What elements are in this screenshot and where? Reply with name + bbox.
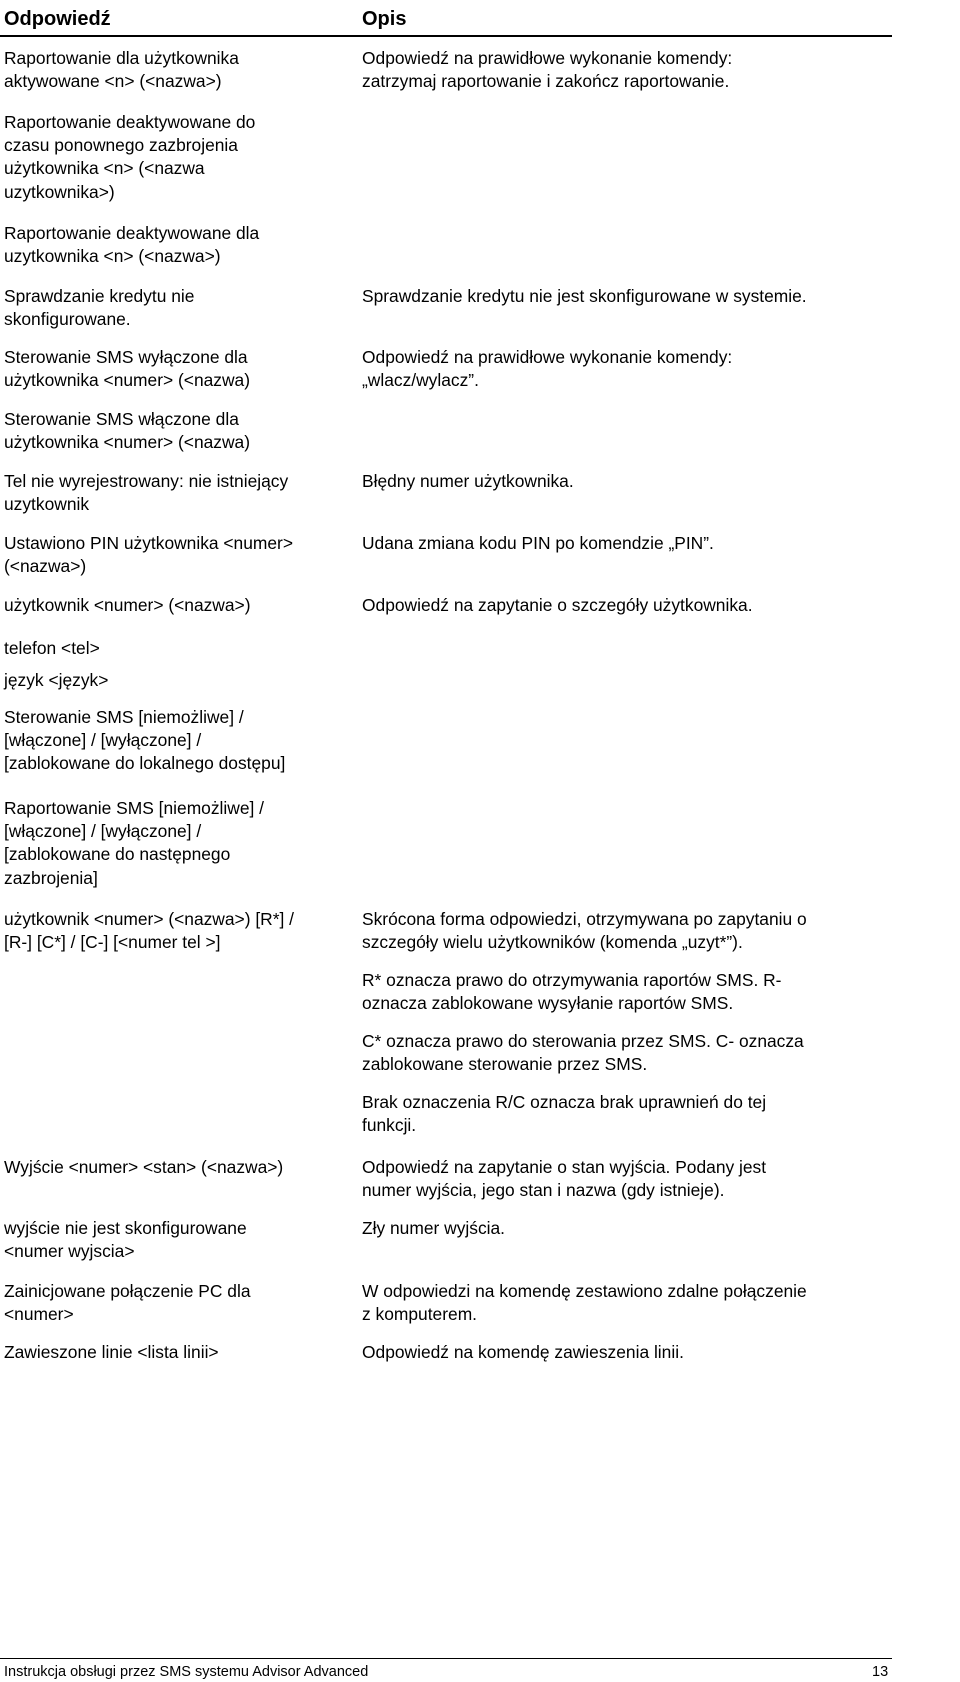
response-cell xyxy=(4,532,350,578)
description-cell xyxy=(362,969,894,1015)
description-cell xyxy=(362,1341,894,1364)
text-line: (<nazwa>) xyxy=(4,556,87,577)
text-line: Ustawiono PIN użytkownika <numer> xyxy=(4,533,294,553)
response-cell xyxy=(4,594,350,617)
text-line: czasu ponownego zazbrojenia xyxy=(4,135,238,156)
response-cell xyxy=(4,470,350,516)
text-line: użytkownika <n> (<nazwa xyxy=(4,158,205,179)
response-cell xyxy=(4,346,350,392)
text-line: [zablokowane do lokalnego dostępu] xyxy=(4,753,286,774)
response-cell xyxy=(4,111,350,204)
response-cell xyxy=(4,908,350,954)
text-line: funkcji. xyxy=(362,1115,417,1136)
text-line: Raportowanie dla użytkownika xyxy=(4,48,239,68)
column-header-response: Odpowiedź xyxy=(4,8,111,30)
text-line: Zawieszone linie <lista linii> xyxy=(4,1342,219,1362)
text-line: Odpowiedź na prawidłowe wykonanie komendy: xyxy=(362,48,733,68)
text-line: „wlacz/wylacz”. xyxy=(362,370,479,391)
text-line: Sterowanie SMS [niemożliwe] / xyxy=(4,707,244,727)
text-line: Zły numer wyjścia. xyxy=(362,1218,506,1238)
text-line: Odpowiedź na prawidłowe wykonanie komendy: xyxy=(362,347,733,367)
text-line: [włączone] / [wyłączone] / xyxy=(4,821,202,842)
text-line: użytkownika <numer> (<nazwa) xyxy=(4,370,250,391)
description-cell xyxy=(362,1030,894,1076)
text-line: Wyjście <numer> <stan> (<nazwa>) xyxy=(4,1157,284,1177)
description-cell xyxy=(362,1217,894,1240)
response-cell xyxy=(4,408,350,454)
response-cell xyxy=(4,222,350,268)
text-line: uzytkownika>) xyxy=(4,181,115,202)
footer-rule xyxy=(0,1658,892,1659)
description-cell xyxy=(362,532,894,555)
text-line: telefon <tel> xyxy=(4,638,100,658)
response-cell xyxy=(4,285,350,331)
text-line: użytkownik <numer> (<nazwa>) xyxy=(4,595,251,615)
text-line: <numer> xyxy=(4,1304,74,1325)
text-line: oznacza zablokowane wysyłanie raportów SMS. xyxy=(362,993,734,1014)
description-cell xyxy=(362,1156,894,1202)
text-line: aktywowane <n> (<nazwa>) xyxy=(4,71,222,92)
text-line: R* oznacza prawo do otrzymywania raportów SMS. R- xyxy=(362,970,782,990)
text-line: z komputerem. xyxy=(362,1304,478,1325)
text-line: Zainicjowane połączenie PC dla xyxy=(4,1281,251,1301)
text-line: <numer wyjscia> xyxy=(4,1241,135,1262)
text-line: Sterowanie SMS włączone dla xyxy=(4,409,239,429)
text-line: Sprawdzanie kredytu nie xyxy=(4,286,195,306)
text-line: uzytkownik xyxy=(4,494,90,515)
text-line: zablokowane sterowanie przez SMS. xyxy=(362,1054,648,1075)
description-cell xyxy=(362,1280,894,1326)
page-number: 13 xyxy=(872,1664,889,1680)
response-cell xyxy=(4,47,350,93)
response-cell xyxy=(4,637,350,660)
text-line: Sterowanie SMS wyłączone dla xyxy=(4,347,248,367)
text-line: Odpowiedź na zapytanie o stan wyjścia. Podany jest xyxy=(362,1157,767,1177)
text-line: Tel nie wyrejestrowany: nie istniejący xyxy=(4,471,289,491)
text-line: Odpowiedź na zapytanie o szczegóły użytkownika. xyxy=(362,595,753,615)
description-cell xyxy=(362,908,894,954)
text-line: Odpowiedź na komendę zawieszenia linii. xyxy=(362,1342,684,1362)
text-line: Raportowanie deaktywowane do xyxy=(4,112,256,132)
description-cell xyxy=(362,470,894,493)
text-line: uzytkownika <n> (<nazwa>) xyxy=(4,246,221,267)
text-line: skonfigurowane. xyxy=(4,309,131,330)
header-rule xyxy=(0,35,892,37)
description-cell xyxy=(362,594,894,617)
response-cell xyxy=(4,797,350,890)
text-line: Raportowanie SMS [niemożliwe] / xyxy=(4,798,265,818)
description-cell xyxy=(362,346,894,392)
text-line: C* oznacza prawo do sterowania przez SMS. C- oznacza xyxy=(362,1031,804,1051)
description-cell xyxy=(362,47,894,93)
description-cell xyxy=(362,285,894,308)
response-cell xyxy=(4,669,350,692)
text-line: wyjście nie jest skonfigurowane xyxy=(4,1218,247,1238)
column-header-description: Opis xyxy=(362,8,407,30)
text-line: zatrzymaj raportowanie i zakończ raportowanie. xyxy=(362,71,730,92)
text-line: użytkownik <numer> (<nazwa>) [R*] / xyxy=(4,909,294,929)
response-cell xyxy=(4,1156,350,1179)
text-line: Sprawdzanie kredytu nie jest skonfigurowane w systemie. xyxy=(362,286,807,306)
text-line: język <język> xyxy=(4,670,109,690)
response-cell xyxy=(4,1280,350,1326)
text-line: [włączone] / [wyłączone] / xyxy=(4,730,202,751)
text-line: [R-] [C*] / [C-] [<numer tel >] xyxy=(4,932,221,953)
text-line: Raportowanie deaktywowane dla xyxy=(4,223,260,243)
text-line: W odpowiedzi na komendę zestawiono zdalne połączenie xyxy=(362,1281,807,1301)
text-line: Udana zmiana kodu PIN po komendzie „PIN”. xyxy=(362,533,714,553)
response-cell xyxy=(4,706,350,776)
text-line: Błędny numer użytkownika. xyxy=(362,471,574,491)
text-line: szczegóły wielu użytkowników (komenda „uzyt*”). xyxy=(362,932,743,953)
response-cell xyxy=(4,1217,350,1263)
text-line: Skrócona forma odpowiedzi, otrzymywana po zapytaniu o xyxy=(362,909,807,929)
description-cell xyxy=(362,1091,894,1137)
text-line: użytkownika <numer> (<nazwa) xyxy=(4,432,250,453)
text-line: numer wyjścia, jego stan i nazwa (gdy istnieje). xyxy=(362,1180,725,1201)
text-line: Brak oznaczenia R/C oznacza brak uprawnień do tej xyxy=(362,1092,767,1112)
text-line: zazbrojenia] xyxy=(4,867,98,888)
response-cell xyxy=(4,1341,350,1364)
text-line: [zablokowane do następnego xyxy=(4,844,231,865)
footer-title: Instrukcja obsługi przez SMS systemu Advisor Advanced xyxy=(4,1664,369,1680)
